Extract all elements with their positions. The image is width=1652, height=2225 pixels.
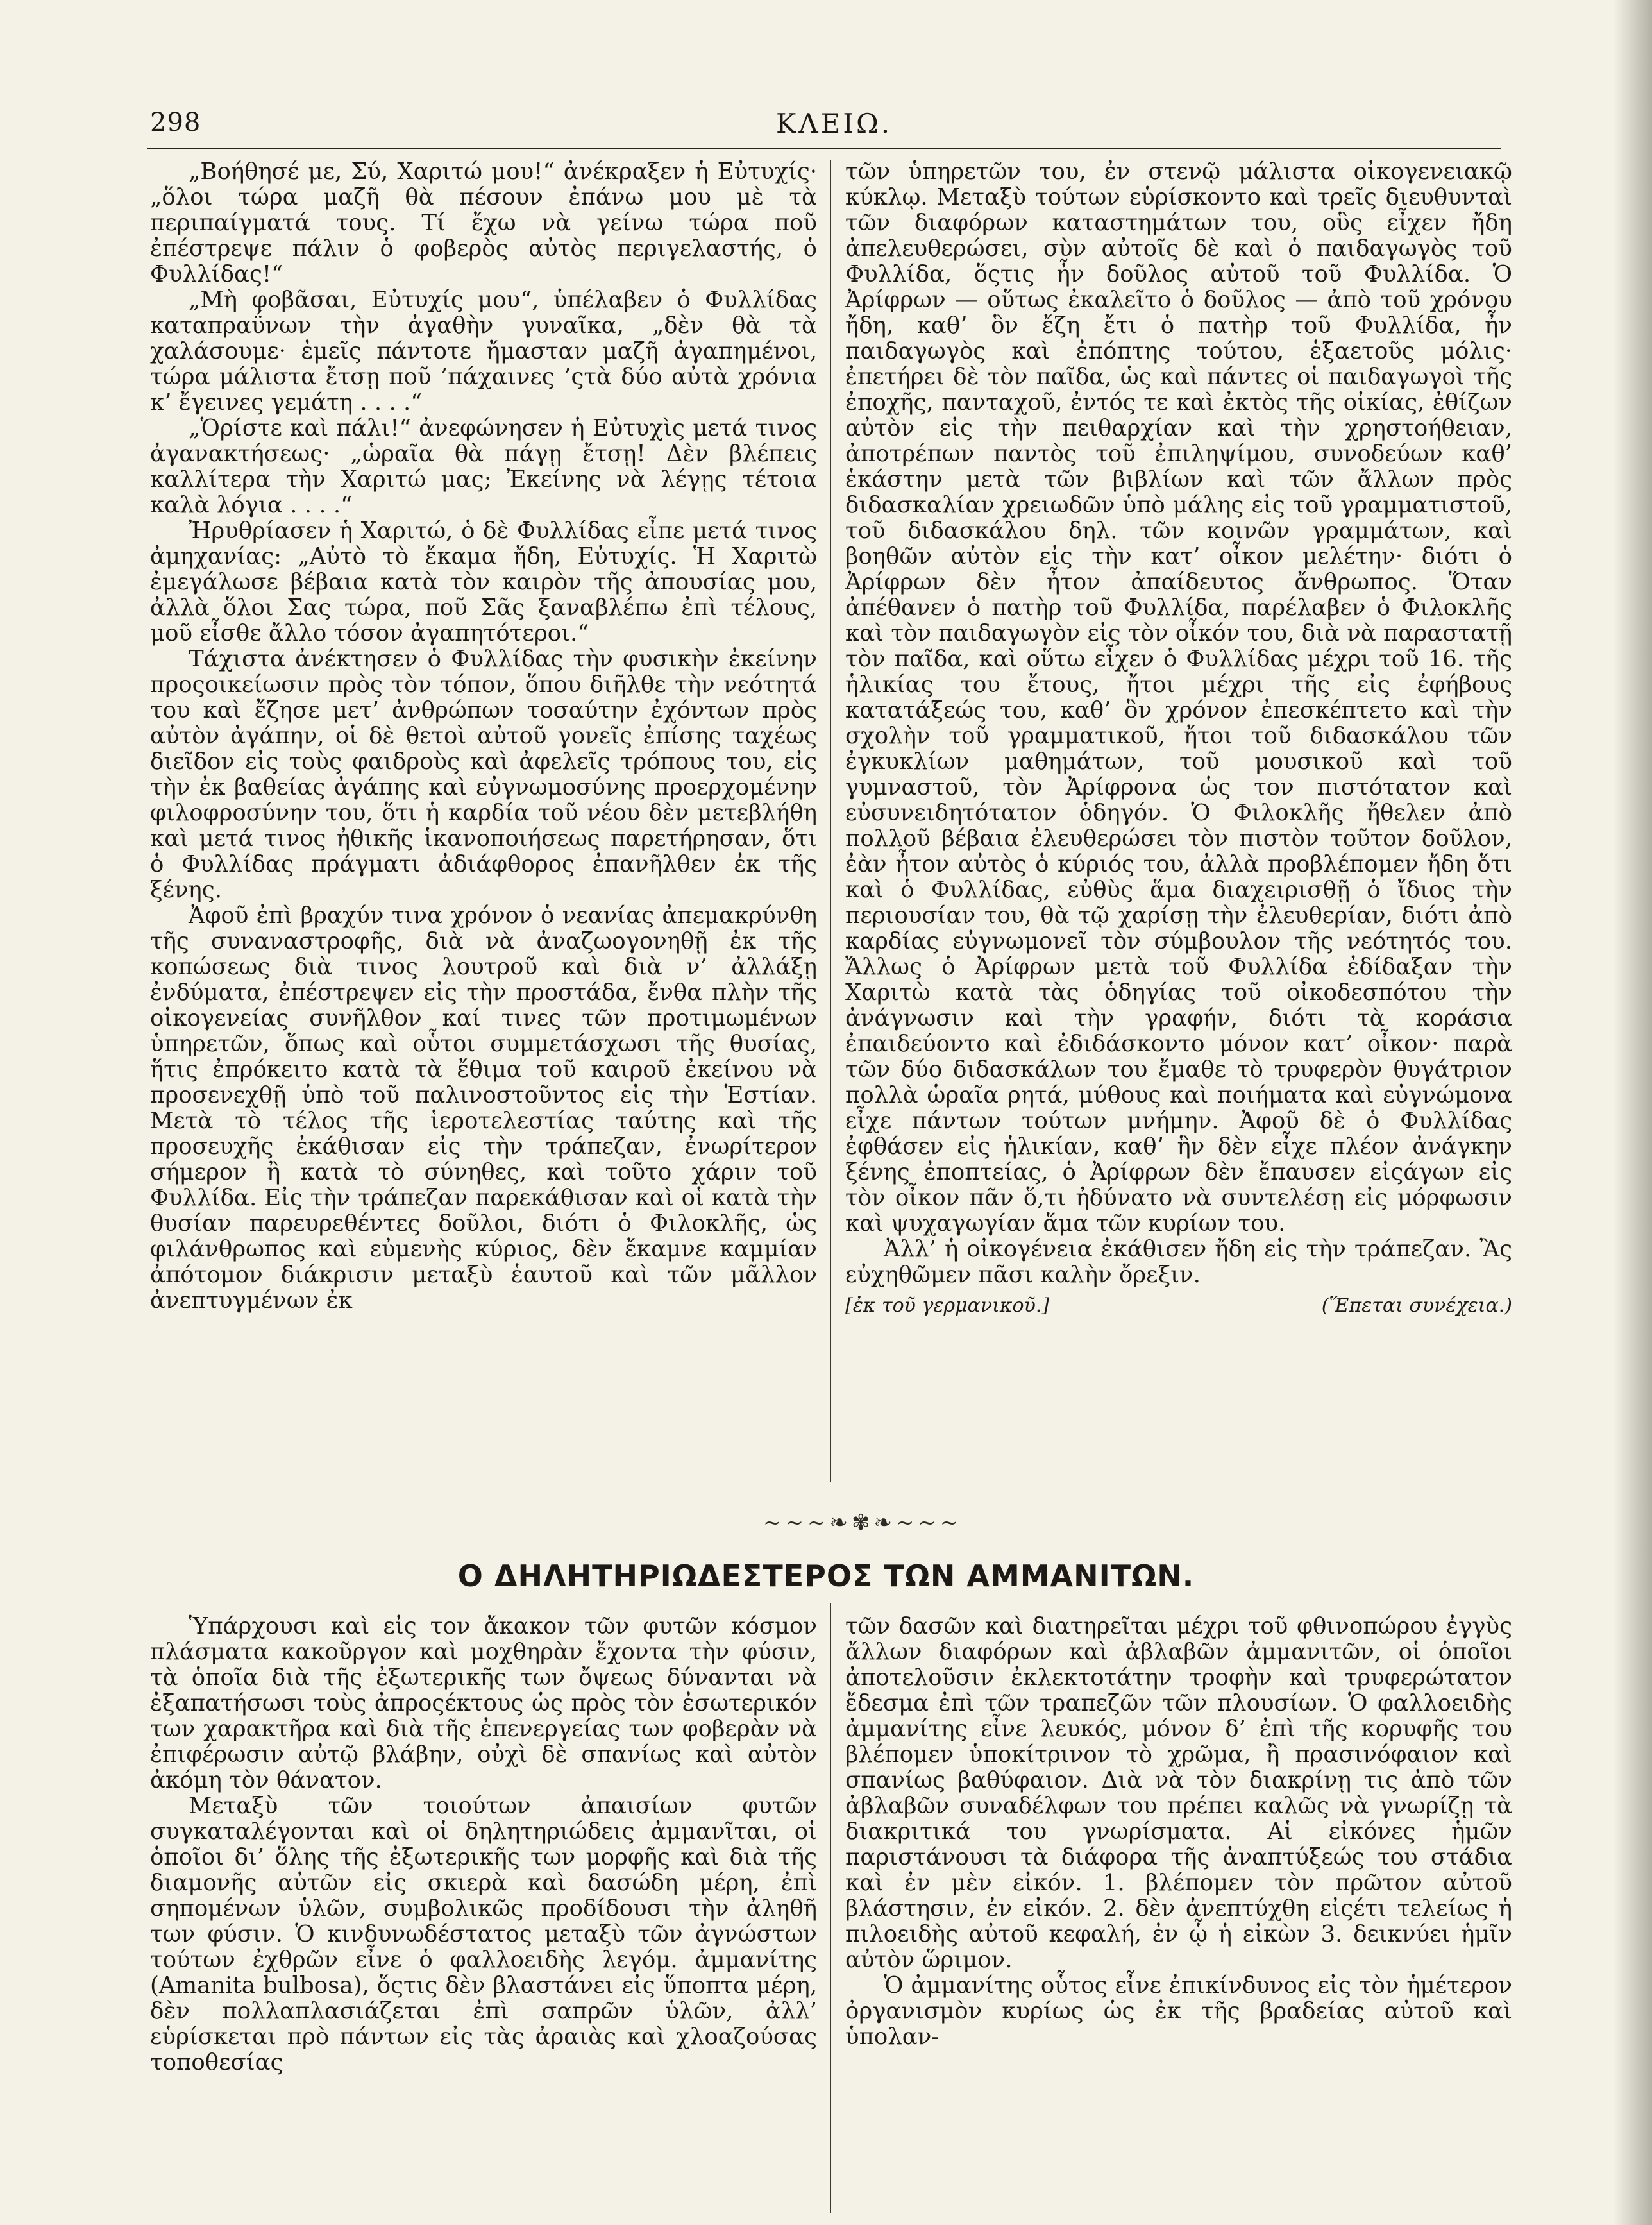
column-rule-bottom — [830, 1603, 831, 2213]
header-rule — [148, 148, 1501, 149]
page-number: 298 — [150, 108, 201, 137]
section-ornament: ~~~❧✾❧~~~ — [763, 1510, 963, 1536]
story-left-column — [150, 159, 817, 1314]
story-right-column — [845, 159, 1512, 1319]
article-paragraph: Ὑπάρχουσι καὶ εἰς τον ἄκακον τῶν φυτῶν κόσμον πλάσματα κακοῦργον καὶ μοχθηρὰν ἔχοντα τὴν φύσιν, τὰ ὁποῖα διὰ τῆς ἐξωτερικῆς των ὄψεως δύνανται νὰ ἐξαπατήσωσι τοὺς ἀπροςέκτους ὡς πρὸς τὸν ἐσωτερικόν των χαρακτῆρα καὶ διὰ τῆς ἐπενεργείας των φοβερὰν νὰ ἐπιφέρωσιν αὐτῷ βλάβην, οὐχὶ δὲ σπανίως καὶ αὐτὸν ἀκόμη τὸν θάνατον. — [150, 1613, 817, 1793]
article-left-column — [150, 1614, 817, 2076]
article-paragraph: Μεταξὺ τῶν τοιούτων ἀπαισίων φυτῶν συγκαταλέγονται καὶ οἱ δηλητηριώδεις ἀμμανῖται, οἱ ὁποῖοι δι’ ὅλης τῆς ἐξωτερικῆς των μορφῆς καὶ διὰ τῆς διαμονῆς αὐτῶν εἰς σκιερὰ καὶ δασώδη μέρη, ἐπὶ σηπομένων ὑλῶν, συμβολικῶς προδίδουσι τὴν ἀληθῆ των φύσιν. Ὁ κινδυνωδέστατος μεταξὺ τῶν ἀγνώστων τούτων ἐχθρῶν εἶνε ὁ φαλλοειδὴς λεγόμ. ἀμμανίτης (Amanita bulbosa), ὅςτις δὲν βλαστάνει εἰς ὕποπτα μέρη, δὲν πολλαπλασιάζεται ἐπὶ σαπρῶν ὑλῶν, ἀλλ’ εὑρίσκεται πρὸ πάντων εἰς τὰς ἀραιὰς καὶ χλοαζούσας τοποθεσίας — [150, 1793, 817, 2076]
continued-note: (Ἕπεται συνέχεια.) — [1321, 1294, 1512, 1317]
article-paragraph: Ὁ ἀμμανίτης οὗτος εἶνε ἐπικίνδυνος εἰς τὸν ἡμέτερον ὀργανισμὸν κυρίως ὡς ἐκ τῆς βραδείας αὐτοῦ καὶ ὑπολαν- — [845, 1972, 1512, 2050]
story-paragraph: Ἀφοῦ ἐπὶ βραχύν τινα χρόνον ὁ νεανίας ἀπεμακρύνθη τῆς συναναστροφῆς, διὰ νὰ ἀναζωογονηθῇ ἐκ τῆς κοπώσεως διὰ τινος λουτροῦ καὶ διὰ ν’ ἀλλάξῃ ἐνδύματα, ἐπέστρεψεν εἰς τὴν προστάδα, ἔνθα πλὴν τῆς οἰκογενείας συνῆλθον καί τινες τῶν προτιμωμένων ὑπηρετῶν, ὅπως καὶ οὗτοι συμμετάσχωσι τῆς θυσίας, ἥτις ἐπρόκειτο κατὰ τὰ ἔθιμα τοῦ καιροῦ ἐκείνου νὰ προσενεχθῇ ὑπὸ τοῦ παλινοστοῦντος εἰς τὴν Ἑστίαν. Μετὰ τὸ τέλος τῆς ἱεροτελεστίας ταύτης καὶ τῆς προσευχῆς ἐκάθισαν εἰς τὴν τράπεζαν, ἐνωρίτερον σήμερον ἢ κατὰ τὸ σύνηθες, καὶ τοῦτο χάριν τοῦ Φυλλίδα. Εἰς τὴν τράπεζαν παρεκάθισαν καὶ οἱ κατὰ τὴν θυσίαν παρευρεθέντες δοῦλοι, διότι ὁ Φιλοκλῆς, ὡς φιλάνθρωπος καὶ εὐμενὴς κύριος, δὲν ἔκαμνε καμμίαν ἀπότομον διάκρισιν μεταξὺ ἑαυτοῦ καὶ τῶν μᾶλλον ἀνεπτυγμένων ἐκ — [150, 902, 817, 1314]
story-paragraph: „Ὁρίστε καὶ πάλι!“ ἀνεφώνησεν ἡ Εὐτυχὶς μετά τινος ἀγανακτήσεως· „ὡραῖα θὰ πάγῃ ἔτσῃ! Δὲν βλέπεις καλλίτερα τὴν Χαριτώ μας; Ἐκείνης νὰ λέγῃς τέτοια καλὰ λόγια . . . .“ — [150, 415, 817, 518]
column-rule-top — [830, 160, 831, 1482]
article-paragraph: τῶν δασῶν καὶ διατηρεῖται μέχρι τοῦ φθινοπώρου ἐγγὺς ἄλλων διαφόρων καὶ ἀβλαβῶν ἀμμανιτῶν, οἱ ὁποῖοι ἀποτελοῦσιν ἐκλεκτοτάτην τροφὴν καὶ τρυφερώτατον ἔδεσμα ἐπὶ τῶν τραπεζῶν τῶν πλουσίων. Ὁ φαλλοειδὴς ἀμμανίτης εἶνε λευκός, μόνον δ’ ἐπὶ τῆς κορυφῆς του βλέπομεν ὑποκίτρινον τὸ χρῶμα, ἢ πρασινόφαιον καὶ σπανίως βαθύφαιον. Διὰ νὰ τὸν διακρίνῃ τις ἀπὸ τῶν ἀβλαβῶν συναδέλφων του πρέπει καλῶς νὰ γνωρίζῃ τὰ διακριτικά του γνωρίσματα. Αἱ εἰκόνες ἡμῶν παριστάνουσι τὰ διάφορα τῆς ἀναπτύξεώς του στάδια καὶ ἐν μὲν εἰκόν. 1. βλέπομεν τὸν πρῶτον αὐτοῦ βλάστησιν, ἐν εἰκόν. 2. δὲν ἀνεπτύχθη εἰςέτι τελείως ἡ πιλοειδὴς αὐτοῦ κεφαλή, ἐν ᾧ ἡ εἰκὼν 3. δεικνύει ἡμῖν αὐτὸν ὥριμον. — [845, 1613, 1512, 1973]
story-paragraph: Τάχιστα ἀνέκτησεν ὁ Φυλλίδας τὴν φυσικὴν ἐκείνην προςοικείωσιν πρὸς τὸν τόπον, ὅπου διῆλθε τὴν νεότητά του καὶ ἔζησε μετ’ ἀνθρώπων τοσαύτην ἐχόντων πρὸς αὐτὸν ἀγάπην, οἱ δὲ θετοὶ αὐτοῦ γονεῖς ἐπίσης ταχέως διεῖδον εἰς τοὺς φαιδροὺς καὶ ἀφελεῖς τρόπους του, εἰς τὴν ἐκ βαθείας ἀγάπης καὶ εὐγνωμοσύνης προερχομένην φιλοφροσύνην του, ὅτι ἡ καρδία τοῦ νέου δὲν μετεβλήθη καὶ μετά τινος ἠθικῆς ἱκανοποιήσεως παρετήρησαν, ὅτι ὁ Φυλλίδας πράγματι ἀδιάφθορος ἐπανῆλθεν ἐκ τῆς ξένης. — [150, 646, 817, 903]
page-edge-shadow — [1614, 0, 1652, 2225]
story-footer — [845, 1293, 1512, 1319]
story-paragraph: Ἀλλ’ ἡ οἰκογένεια ἐκάθισεν ἤδη εἰς τὴν τράπεζαν. Ἂς εὐχηθῶμεν πᾶσι καλὴν ὄρεξιν. — [845, 1236, 1512, 1288]
source-note: [ἐκ τοῦ γερμανικοῦ.] — [845, 1294, 1050, 1317]
article-right-column — [845, 1614, 1512, 2050]
story-paragraph: Ἠρυθρίασεν ἡ Χαριτώ, ὁ δὲ Φυλλίδας εἶπε μετά τινος ἀμηχανίας: „Αὐτὸ τὸ ἔκαμα ἤδη, Εὐτυχίς. Ἡ Χαριτὼ ἐμεγάλωσε βέβαια κατὰ τὸν καιρὸν τῆς ἀπουσίας μου, ἀλλὰ ὅλοι Σας τώρα, ποῦ Σᾶς ξαναβλέπω ἐπὶ τέλους, μοῦ εἶσθε ἄλλο τόσον ἀγαπητότεροι.“ — [150, 518, 817, 647]
running-head: ΚΛΕΙΩ. — [776, 108, 893, 139]
story-paragraph: „Βοήθησέ με, Σύ, Χαριτώ μου!“ ἀνέκραξεν ἡ Εὐτυχίς· „ὅλοι τώρα μαζῆ θὰ πέσουν ἐπάνω μου μὲ τὰ περιπαίγματά τους. Τί ἔχω νὰ γείνω τώρα ποῦ ἐπέστρεψε πάλιν ὁ φοβερὸς αὐτὸς περιγελαστής, ὁ Φυλλίδας!“ — [150, 158, 817, 287]
article-title: Ο ΔΗΛΗΤΗΡΙΩΔΕΣΤΕΡΟΣ ΤΩΝ ΑΜΜΑΝΙΤΩΝ. — [457, 1559, 1195, 1593]
story-paragraph: „Μὴ φοβᾶσαι, Εὐτυχίς μου“, ὑπέλαβεν ὁ Φυλλίδας καταπραΰνων τὴν ἀγαθὴν γυναῖκα, „δὲν θὰ τὰ χαλάσουμε· ἐμεῖς πάντοτε ἤμασταν μαζῆ ἀγαπημένοι, τώρα μάλιστα ἔτσῃ ποῦ ’πάχαινες ’ςτὰ δύο αὐτὰ χρόνια κ’ ἔγεινες γεμάτη . . . .“ — [150, 287, 817, 416]
story-paragraph: τῶν ὑπηρετῶν του, ἐν στενῷ μάλιστα οἰκογενειακῷ κύκλῳ. Μεταξὺ τούτων εὑρίσκοντο καὶ τρεῖς διευθυνταὶ τῶν διαφόρων καταστημάτων του, οὓς εἶχεν ἤδη ἀπελευθερώσει, σὺν αὐτοῖς δὲ καὶ ὁ παιδαγωγὸς τοῦ Φυλλίδα, ὅςτις ἦν δοῦλος αὐτοῦ τοῦ Φυλλίδα. Ὁ Ἀρίφρων — οὕτως ἐκαλεῖτο ὁ δοῦλος — ἀπὸ τοῦ χρόνου ἤδη, καθ’ ὃν ἔζη ἔτι ὁ πατὴρ τοῦ Φυλλίδα, ἦν παιδαγωγὸς καὶ ἐπόπτης τούτου, ἑξαετοῦς μόλις· ἐπετήρει δὲ τὸν παῖδα, ὡς καὶ πάντες οἱ παιδαγωγοὶ τῆς ἐποχῆς, πανταχοῦ, ἐντός τε καὶ ἐκτὸς τῆς οἰκίας, ἐθίζων αὐτὸν εἰς τὴν πειθαρχίαν καὶ τὴν χρηστοήθειαν, ἀποτρέπων παντὸς τοῦ ἐπιληψίμου, συνοδεύων καθ’ ἑκάστην μετὰ τῶν βιβλίων καὶ τῶν ἄλλων πρὸς διδασκαλίαν χρειωδῶν ὑπὸ μάλης εἰς τοῦ γραμματιστοῦ, τοῦ διδασκάλου δηλ. τῶν κοινῶν γραμμάτων, καὶ βοηθῶν αὐτὸν εἰς τὴν κατ’ οἶκον μελέτην· διότι ὁ Ἀρίφρων δὲν ἦτον ἀπαίδευτος ἄνθρωπος. Ὅταν ἀπέθανεν ὁ πατὴρ τοῦ Φυλλίδα, παρέλαβεν ὁ Φιλοκλῆς καὶ τὸν παιδαγωγὸν εἰς τὸν οἶκόν του, διὰ νὰ παραστατῇ τὸν παῖδα, καὶ οὕτω εἶχεν ὁ Φυλλίδας μέχρι τοῦ 16. τῆς ἡλικίας του ἔτους, ἤτοι μέχρι τῆς εἰς ἐφήβους κατατάξεώς του, καθ’ ὃν χρόνον ἐπεσκέπτετο καὶ τὴν σχολὴν τοῦ γραμματικοῦ, ἤτοι τοῦ διδασκάλου τῶν ἐγκυκλίων μαθημάτων, τοῦ μουσικοῦ καὶ τοῦ γυμναστοῦ, τὸν Ἀρίφρονα ὡς τον πιστότατον καὶ εὐσυνειδητότατον ὁδηγόν. Ὁ Φιλοκλῆς ἤθελεν ἀπὸ πολλοῦ βέβαια ἐλευθερώσει τὸν πιστὸν τοῦτον δοῦλον, ἐὰν ἦτον αὐτὸς ὁ κύριός του, ἀλλὰ προβλέπομεν ἤδη ὅτι καὶ ὁ Φυλλίδας, εὐθὺς ἅμα διαχειρισθῇ ὁ ἴδιος τὴν περιουσίαν του, θὰ τῷ χαρίσῃ τὴν ἐλευθερίαν, διότι ἀπὸ καρδίας εὐγνωμονεῖ τὸν σύμβουλον τῆς νεότητός του. Ἄλλως ὁ Ἀρίφρων μετὰ τοῦ Φυλλίδα ἐδίδαξαν τὴν Χαριτὼ κατὰ τὰς ὁδηγίας τοῦ οἰκοδεσπότου τὴν ἀνάγνωσιν καὶ τὴν γραφήν, διότι τὰ κοράσια ἐπαιδεύοντο καὶ ἐδιδάσκοντο μόνον κατ’ οἶκον· παρὰ τῶν δύο διδασκάλων του ἔμαθε τὸ τρυφερὸν θυγάτριον πολλὰ ὡραῖα ρητά, μύθους καὶ ποιήματα καὶ εὐγνώμονα εἶχε πάντων τούτων μνήμην. Ἀφοῦ δὲ ὁ Φυλλίδας ἐφθάσεν εἰς ἡλικίαν, καθ’ ἣν δὲν εἶχε πλέον ἀνάγκην ξένης ἐποπτείας, ὁ Ἀρίφρων δὲν ἔπαυσεν εἰςάγων εἰς τὸν οἶκον πᾶν ὅ,τι ἠδύνατο νὰ συντελέσῃ εἰς μόρφωσιν καὶ ψυχαγωγίαν ἅμα τῶν κυρίων του. — [845, 158, 1512, 1237]
